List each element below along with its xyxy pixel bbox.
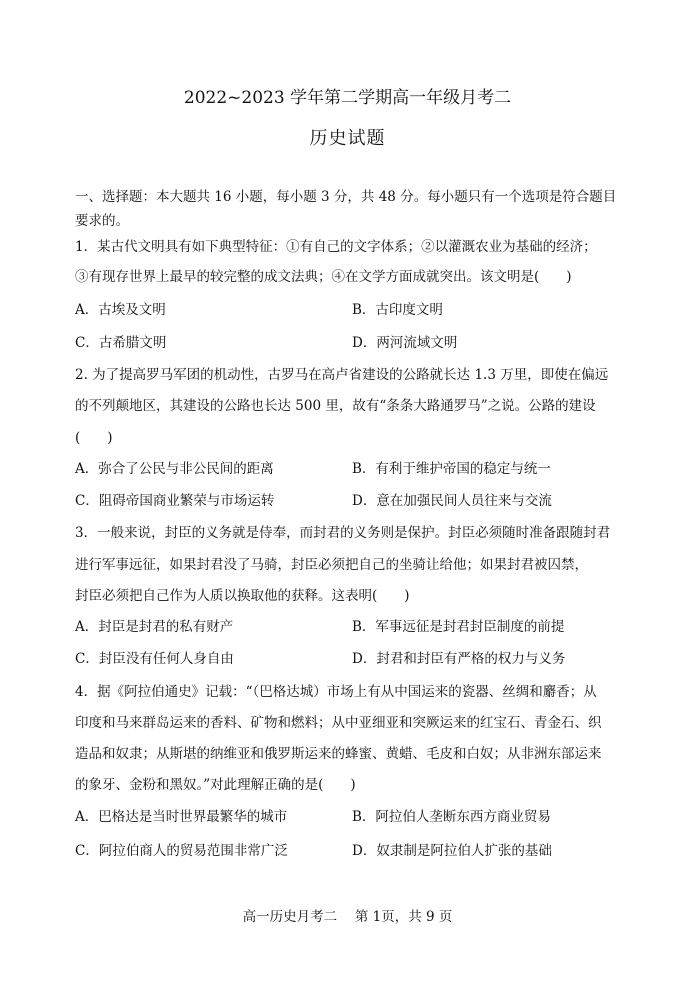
question-4-option-d: D．奴隶制是阿拉伯人扩张的基础 <box>352 843 552 859</box>
question-1-stem-line-1: 1．某古代文明具有如下典型特征：①有自己的文字体系；②以灌溉农业为基础的经济； <box>75 239 597 255</box>
question-3-stem-line-3: 封臣必须把自己作为人质以换取他的获释。这表明( ) <box>75 588 410 604</box>
question-2-stem-line-3: ( ) <box>75 430 113 446</box>
exam-title: 2022~2023 学年第二学期高一年级月考二 <box>183 88 512 108</box>
question-2-stem-line-1: 2. 为了提高罗马军团的机动性，古罗马在高卢省建设的公路就长达 1.3 万里，即使在偏远 <box>75 367 609 383</box>
question-4-option-c: C．阿拉伯商人的贸易范围非常广泛 <box>75 843 288 859</box>
section-intro-line-1: 一、选择题：本大题共 16 小题，每小题 3 分，共 48 分。每小题只有一个选项是符合题目 <box>75 189 617 205</box>
question-1-option-a: A．古埃及文明 <box>75 302 166 318</box>
question-3-stem-line-2: 进行军事远征，如果封君没了马骑，封臣必须把自己的坐骑让给他；如果封君被囚禁， <box>75 557 588 573</box>
section-intro-line-2: 要求的。 <box>75 213 129 229</box>
question-4-stem-line-4: 的象牙、金粉和黑奴。”对此理解正确的是( ) <box>75 777 356 793</box>
question-3-option-d: D．封君和封臣有严格的权力与义务 <box>352 651 566 667</box>
question-4-stem-line-2: 印度和马来群岛运来的香料、矿物和燃料；从中亚细亚和突厥运来的红宝石、青金石、织 <box>75 715 602 731</box>
question-1-option-d: D．两河流域文明 <box>352 335 458 351</box>
question-2-option-c: C．阻碍帝国商业繁荣与市场运转 <box>75 493 275 509</box>
question-3-option-b: B．军事远征是封君封臣制度的前提 <box>352 619 565 635</box>
question-1-option-c: C．古希腊文明 <box>75 335 167 351</box>
question-3-option-c: C．封臣没有任何人身自由 <box>75 651 234 667</box>
question-2-stem-line-2: 的不列颠地区，其建设的公路也长达 500 里，故有“条条大路通罗马”之说。公路的建设 <box>75 398 596 414</box>
question-4-option-a: A．巴格达是当时世界最繁华的城市 <box>75 809 288 825</box>
page-footer: 高一历史月考二 第 1页，共 9 页 <box>242 909 453 925</box>
question-3-stem-line-1: 3．一般来说，封臣的义务就是侍奉，而封君的义务则是保护。封臣必须随时准备跟随封君 <box>75 525 611 541</box>
question-2-option-d: D．意在加强民间人员往来与交流 <box>352 493 552 509</box>
exam-subject-title: 历史试题 <box>309 128 386 149</box>
question-4-option-b: B．阿拉伯人垄断东西方商业贸易 <box>352 809 551 825</box>
question-2-option-a: A．弥合了公民与非公民间的距离 <box>75 461 274 477</box>
question-2-option-b: B．有利于维护帝国的稳定与统一 <box>352 461 551 477</box>
question-4-stem-line-3: 造品和奴隶；从斯堪的纳维亚和俄罗斯运来的蜂蜜、黄蜡、毛皮和白奴；从非洲东部运来 <box>75 746 602 762</box>
question-1-stem-line-2: ③有现存世界上最早的较完整的成文法典；④在文学方面成就突出。该文明是( ) <box>75 269 572 285</box>
question-4-stem-line-1: 4．据《阿拉伯通史》记载：“（巴格达城）市场上有从中国运来的瓷器、丝绸和麝香；从 <box>75 684 597 700</box>
question-3-option-a: A．封臣是封君的私有财产 <box>75 619 234 635</box>
question-1-option-b: B．古印度文明 <box>352 302 443 318</box>
